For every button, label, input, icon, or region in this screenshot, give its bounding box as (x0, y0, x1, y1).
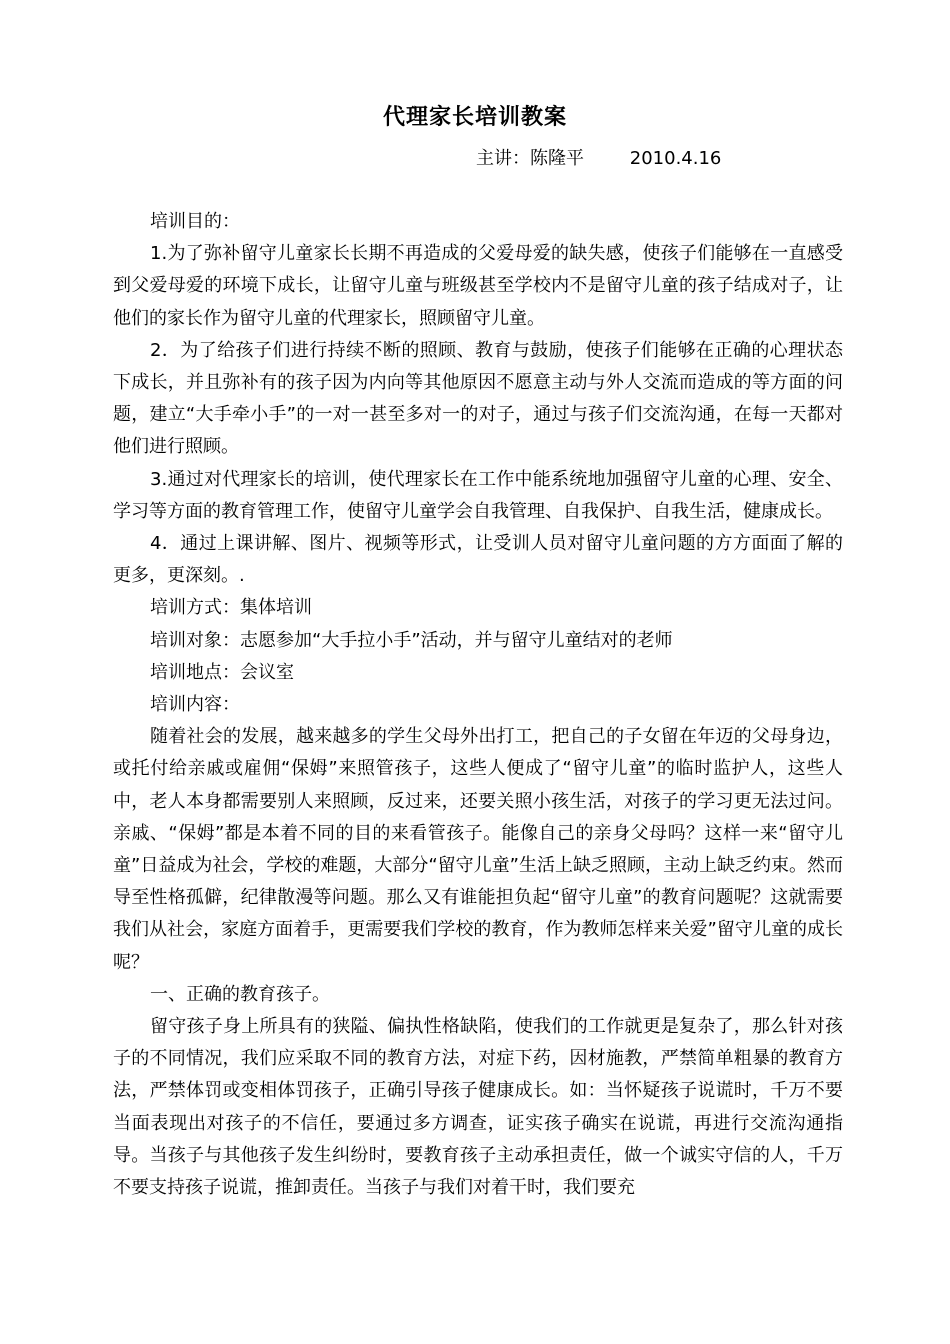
paragraph-training-content-heading: 培训内容： (150, 694, 240, 716)
paragraph-section-1-body: 留守孩子身上所具有的狭隘、偏执性格缺陷，使我们的工作就更是复杂了，那么针对孩子的不同情况，我们应采取不同的教育方法，对症下药，因材施教，严禁简单粗暴的教育方法，严禁体罚或变相体罚孩子，正确引导孩子健康成长。如：当怀疑孩子说谎时，千万不要当面表现出对孩子的不信任，要通过多方调查，证实孩子确实在说谎，再进行交流沟通指导。当孩子与其他孩子发生纠纷时，要教育孩子主动承担责任，做一个诚实守信的人，千万不要支持孩子说谎，推卸责任。当孩子与我们对着干时，我们要充 (113, 1016, 843, 1199)
paragraph-training-purpose-heading: 培训目的： (150, 211, 240, 232)
paragraph-purpose-1: 1.为了弥补留守儿童家长长期不再造成的父爱母爱的缺失感，使孩子们能够在一直感受到父爱母爱的环境下成长，让留守儿童与班级甚至学校内不是留守儿童的孩子结成对子，让他们的家长作为留守儿童的代理家长，照顾留守儿童。 (113, 243, 843, 329)
paragraph-training-method: 培训方式：集体培训 (150, 597, 312, 619)
document-byline: 主讲：陈隆平 2010.4.16 (476, 148, 722, 169)
paragraph-purpose-3: 3.通过对代理家长的培训，使代理家长在工作中能系统地加强留守儿童的心理、安全、学习等方面的教育管理工作，使留守儿童学会自我管理、自我保护、自我生活，健康成长。 (113, 468, 843, 522)
paragraph-training-location: 培训地点：会议室 (150, 661, 294, 683)
paragraph-purpose-2: 2．为了给孩子们进行持续不断的照顾、教育与鼓励，使孩子们能够在正确的心理状态下成长，并且弥补有的孩子因为内向等其他原因不愿意主动与外人交流而造成的等方面的问题，建立“大手牵小手”的一对一甚至多对一的对子，通过与孩子们交流沟通，在每一天都对他们进行照顾。 (113, 339, 843, 458)
paragraph-section-1-heading: 一、正确的教育孩子。 (150, 983, 330, 1005)
document-body (113, 206, 843, 1204)
paragraph-purpose-4: 4．通过上课讲解、图片、视频等形式，让受训人员对留守儿童问题的方方面面了解的更多，更深刻。. (113, 533, 843, 587)
paragraph-training-audience: 培训对象：志愿参加“大手拉小手”活动，并与留守儿童结对的老师 (150, 629, 673, 651)
document-title: 代理家长培训教案 (382, 105, 567, 130)
paragraph-introduction: 随着社会的发展，越来越多的学生父母外出打工，把自己的子女留在年迈的父母身边，或托付给亲戚或雇佣“保姆”来照管孩子，这些人便成了“留守儿童”的临时监护人，这些人中，老人本身都需要别人来照顾，反过来，还要关照小孩生活，对孩子的学习更无法过问。亲戚、“保姆”都是本着不同的目的来看管孩子。能像自己的亲身父母吗？这样一来“留守儿童”日益成为社会，学校的难题，大部分“留守儿童”生活上缺乏照顾，主动上缺乏约束。然而导至性格孤僻，纪律散漫等问题。那么又有谁能担负起“留守儿童”的教育问题呢？这就需要我们从社会，家庭方面着手，更需要我们学校的教育，作为教师怎样来关爱”留守儿童的成长呢？ (113, 726, 843, 973)
